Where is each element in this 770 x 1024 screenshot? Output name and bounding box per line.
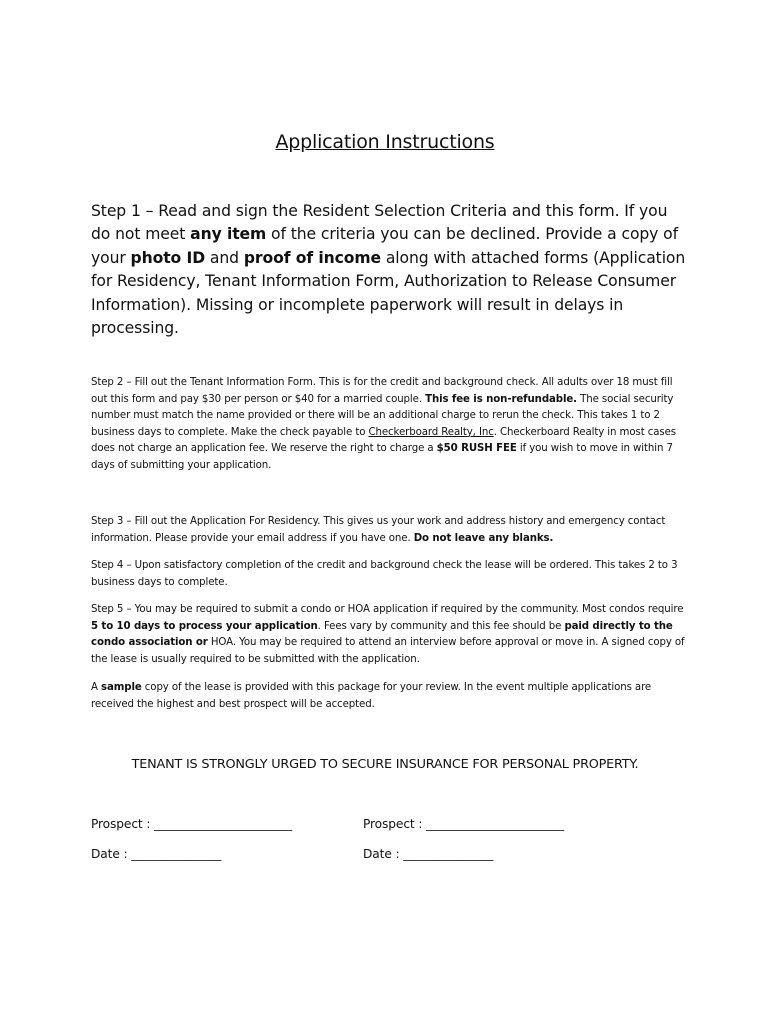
step-3-paragraph — [91, 514, 687, 547]
step-5-paragraph — [91, 602, 687, 668]
prospect-label: Prospect : — [363, 817, 423, 831]
step-1-text: along with attached forms (Application for Residency, Tenant Information Form, Authorization to Release Consumer Information). Missing or incomplete paperwork will result in delays in processing. — [91, 248, 686, 338]
step-1-emphasis-any-item: any item — [190, 225, 267, 244]
step-1-text: of the criteria you can be declined. Provide a copy of your — [91, 225, 678, 267]
sample-text: copy of the lease is provided with this package for your review. In the event multiple applications are received the highest and best prospect will be accepted. — [91, 682, 652, 710]
prospect-signature-line[interactable]: _______________________ — [154, 817, 293, 831]
step-2-emphasis-non-refundable: This fee is non-refundable. — [425, 393, 577, 405]
page-title: Application Instructions — [275, 131, 495, 153]
prospect-signature-1[interactable] — [91, 817, 292, 831]
step-1-text: and — [205, 248, 244, 267]
sample-text: A — [91, 682, 102, 693]
step-4-paragraph: Step 4 – Upon satisfactory completion of the credit and background check the lease will be ordered. This takes 2 to 3 business days to complete. — [91, 560, 678, 588]
date-field-2[interactable] — [363, 847, 493, 861]
step-5-text: Step 5 – You may be required to submit a condo or HOA application if required by the community. Most condos require — [91, 604, 684, 615]
step-2-text: if you wish to move in within 7 days of submitting your application. — [91, 443, 673, 471]
sample-lease-paragraph — [91, 680, 687, 713]
sample-emphasis: sample — [101, 682, 142, 693]
step-1-emphasis-photo-id: photo ID — [130, 248, 206, 267]
step-3-emphasis-no-blanks: Do not leave any blanks. — [413, 532, 554, 544]
step-2-paragraph — [91, 375, 687, 475]
date-label: Date : — [91, 847, 128, 861]
date-line[interactable]: _______________ — [131, 847, 222, 861]
step-1-text: Step 1 – Read and sign the Resident Selection Criteria and this form. If you do not meet — [91, 202, 668, 244]
step-1-emphasis-proof-of-income: proof of income — [243, 248, 381, 267]
step-3-text: Step 3 – Fill out the Application For Residency. This gives us your work and address history and emergency contact information. Please provide your email address if you have one. — [91, 516, 666, 544]
step-1-paragraph — [91, 200, 691, 340]
step-5-text: . Fees vary by community and this fee should be — [317, 620, 565, 632]
step-2-text: Step 2 – Fill out the Tenant Information Form. This is for the credit and background check. All adults over 18 must fill out this form and pay $30 per person or $40 for a married couple. — [91, 377, 673, 405]
prospect-signature-2[interactable] — [363, 817, 564, 831]
step-5-emphasis-processing-time: 5 to 10 days to process your application — [91, 620, 318, 632]
prospect-label: Prospect : — [91, 817, 151, 831]
step-2-emphasis-rush-fee: $50 RUSH FEE — [436, 443, 517, 455]
step-2-text: The social security number must match the name provided or there will be an additional charge to rerun the check. This takes 1 to 2 business days to complete. Make the check payable to — [91, 393, 674, 438]
date-line[interactable]: _______________ — [403, 847, 494, 861]
step-5-emphasis-paid-directly: paid directly to the condo association or — [91, 620, 673, 649]
date-label: Date : — [363, 847, 400, 861]
date-field-1[interactable] — [91, 847, 221, 861]
step-2-text: . Checkerboard Realty in most cases does not charge an application fee. We reserve the right to charge a — [91, 426, 676, 455]
insurance-notice: TENANT IS STRONGLY URGED TO SECURE INSURANCE FOR PERSONAL PROPERTY. — [131, 757, 639, 772]
step-5-text: HOA. You may be required to attend an interview before approval or move in. A signed copy of the lease is usually required to be submitted with the application. — [91, 637, 685, 665]
prospect-signature-line[interactable]: _______________________ — [426, 817, 565, 831]
payee-name: Checkerboard Realty, Inc — [368, 426, 494, 438]
